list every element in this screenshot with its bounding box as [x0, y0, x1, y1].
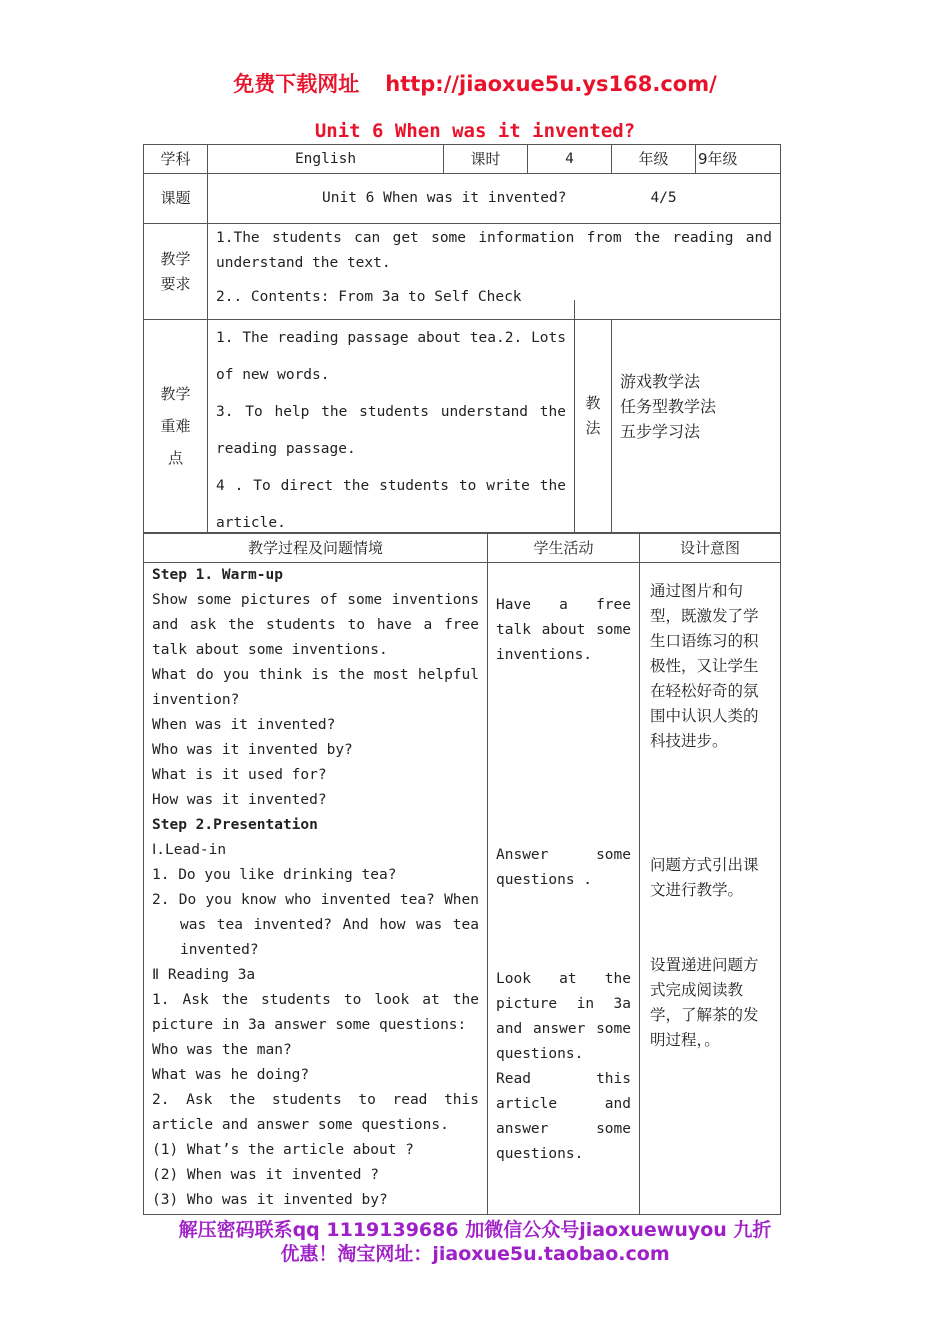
- purpose-column-header: 设计意图: [640, 534, 781, 563]
- warmup-question-3: Who was it invented by?: [152, 742, 353, 758]
- step1-title: Step 1. Warm-up: [152, 567, 283, 583]
- key-points-cell: [208, 320, 612, 533]
- reading-question-4: (2) When was it invented ?: [152, 1167, 379, 1183]
- reading-question-3: (1) What’s the article about ?: [152, 1142, 414, 1158]
- topic-value: Unit 6 When was it invented?: [322, 190, 567, 206]
- reading-question-2: What was he doing?: [152, 1067, 310, 1083]
- subject-value: English: [208, 145, 444, 174]
- subject-label: 学科: [144, 145, 208, 174]
- lesson-info-table: [143, 144, 781, 533]
- activity-2: Answer some questions .: [496, 847, 631, 888]
- activity-column-header: 学生活动: [488, 534, 640, 563]
- requirements-cell: [208, 224, 781, 320]
- warmup-question-4: What is it used for?: [152, 767, 327, 783]
- document-title: Unit 6 When was it invented?: [314, 120, 636, 142]
- purpose-2: 问题方式引出课文进行教学。: [650, 856, 759, 899]
- step1-text: Show some pictures of some inventions and ask the students to have a free talk about some inventions.: [152, 592, 479, 658]
- requirement-1a: 1.The students can get some information from the reading and: [216, 230, 772, 246]
- grade-value: 9年级: [696, 145, 781, 174]
- key-point-3: 3. To help the students understand the reading passage.: [216, 404, 566, 457]
- grade-label: 年级: [612, 145, 696, 174]
- method-label-line-1: 教: [585, 394, 601, 412]
- leadin-question-1: 1. Do you like drinking tea?: [152, 867, 397, 883]
- teaching-process-table: [143, 533, 781, 1215]
- process-cell: [144, 563, 488, 1215]
- process-column-header: 教学过程及问题情境: [144, 534, 488, 563]
- period-label: 课时: [444, 145, 528, 174]
- requirement-2: 2.. Contents: From 3a to Self Check: [216, 289, 522, 305]
- method-label-line-2: 法: [585, 419, 601, 437]
- key-point-4: 4 . To direct the students to write the article.: [216, 478, 566, 531]
- leadin-question-2: 2. Do you know who invented tea? When was tea invented? And how was tea invented?: [152, 892, 479, 958]
- method-3: 五步学习法: [620, 421, 701, 441]
- purpose-cell: [640, 563, 781, 1215]
- requirements-label-line-1: 教学: [160, 249, 191, 268]
- activity-3: Look at the picture in 3a and answer some questions.: [496, 971, 631, 1062]
- method-1: 游戏教学法: [620, 371, 701, 391]
- footer-notice: [0, 1218, 950, 1266]
- warmup-question-5: How was it invented?: [152, 792, 327, 808]
- key-points-label-line-2: 重难: [160, 417, 191, 435]
- warmup-question-1: What do you think is the most helpful invention?: [152, 667, 479, 708]
- purpose-3: 设置递进问题方式完成阅读教学，了解茶的发明过程，。: [650, 956, 759, 1049]
- methods-cell: [612, 320, 781, 533]
- requirements-label-line-2: 要求: [160, 274, 191, 293]
- requirement-1b: understand the text.: [216, 255, 391, 271]
- reading-heading: Ⅱ Reading 3a: [152, 967, 256, 983]
- activity-1: Have a free talk about some inventions.: [496, 597, 631, 663]
- footer-line-2: 优惠！淘宝网址：jiaoxue5u.taobao.com: [280, 1243, 670, 1265]
- reading-task-2: 2. Ask the students to read this article and answer some questions.: [152, 1092, 479, 1133]
- reading-question-5: (3) Who was it invented by?: [152, 1192, 388, 1208]
- download-url[interactable]: http://jiaoxue5u.ys168.com/: [385, 72, 717, 96]
- topic-label: 课题: [144, 174, 208, 224]
- method-2: 任务型教学法: [620, 396, 717, 416]
- download-label: 免费下载网址: [233, 72, 360, 96]
- key-points-text: [208, 320, 574, 532]
- reading-question-1: Who was the man?: [152, 1042, 292, 1058]
- topic-cell: [208, 174, 781, 224]
- key-points-label: [144, 320, 208, 533]
- step2-title: Step 2.Presentation: [152, 817, 318, 833]
- purpose-1: 通过图片和句型，既激发了学生口语练习的积极性，又让学生在轻松好奇的氛围中认识人类的科技进步。: [650, 582, 759, 750]
- period-value: 4: [528, 145, 612, 174]
- key-points-label-line-3: 点: [167, 449, 183, 467]
- key-points-label-line-1: 教学: [160, 385, 191, 403]
- activity-4: Read this article and answer some questions.: [496, 1071, 631, 1162]
- method-label: [574, 300, 611, 532]
- footer-line-1: 解压密码联系qq 1119139686 加微信公众号jiaoxuewuyou 九折: [178, 1219, 772, 1241]
- key-point-1: 1. The reading passage about tea.2. Lots of new words.: [216, 330, 566, 383]
- warmup-question-2: When was it invented?: [152, 717, 336, 733]
- topic-number: 4/5: [650, 190, 677, 206]
- leadin-heading: Ⅰ.Lead-in: [152, 842, 227, 858]
- download-header: [0, 68, 950, 98]
- activity-cell: [488, 563, 640, 1215]
- reading-task-1: 1. Ask the students to look at the picture in 3a answer some questions:: [152, 992, 479, 1033]
- requirements-label: [144, 224, 208, 320]
